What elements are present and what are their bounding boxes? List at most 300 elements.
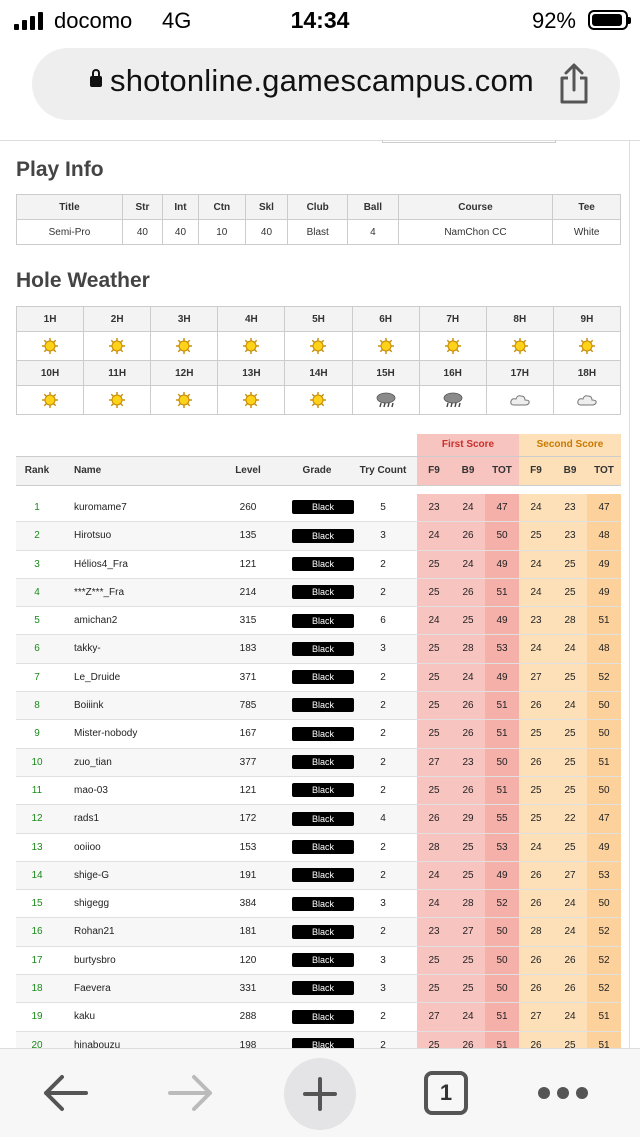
second-score-b9: 24 [553,1003,587,1030]
hole-label: 13H [218,361,285,386]
first-score-b9: 28 [451,890,485,917]
info-header-club: Club [288,195,348,220]
grade-badge: Black [292,585,354,599]
row-try: 2 [380,784,386,796]
row-rank: 12 [31,813,43,825]
hole-label: 6H [352,307,419,332]
first-score-b9: 24 [451,664,485,691]
second-score-f9: 28 [519,918,553,945]
first-score-b9: 26 [451,522,485,549]
divider [629,140,630,1048]
ranking-row[interactable] [16,692,621,720]
hole-label: 4H [218,307,285,332]
hole-weather-title: Hole Weather [16,269,150,292]
grade-badge: Black [292,897,354,911]
row-level: 198 [239,1039,257,1048]
col-second-b9[interactable]: B9 [553,457,587,485]
col-grade[interactable]: Grade [302,465,332,476]
row-name[interactable]: ***Z***_Fra [74,586,125,598]
second-score-b9: 25 [553,579,587,606]
row-try: 3 [380,898,386,910]
divider [382,140,556,143]
grade-badge: Black [292,500,354,514]
grade-badge: Black [292,981,354,995]
first-score-tot: 50 [485,918,519,945]
col-level[interactable]: Level [235,465,261,476]
carrier-name: docomo [54,8,133,33]
url-text[interactable]: shotonline.gamescampus.com [110,63,534,98]
row-grade [292,777,342,805]
hole-weather-cell [285,386,352,415]
row-name[interactable]: Rohan21 [74,926,115,938]
row-grade [292,522,342,550]
info-value-ctn: 10 [199,220,246,245]
second-score-tot: 51 [587,1003,621,1030]
hole-label: 1H [17,307,84,332]
row-name[interactable]: Boiiink [74,700,104,712]
row-try: 3 [380,983,386,995]
first-score-b9: 26 [451,777,485,804]
ranking-header [16,456,621,486]
second-score-f9: 26 [519,862,553,889]
second-score-tot: 49 [587,579,621,606]
first-score-b9: 24 [451,551,485,578]
second-score-b9: 23 [553,522,587,549]
battery-icon [588,10,628,30]
row-try: 2 [380,841,386,853]
row-name[interactable]: rads1 [74,813,100,825]
hole-weather-cell [419,386,486,415]
second-score-f9: 23 [519,607,553,634]
sunny-icon [442,337,464,355]
first-score-f9: 27 [417,749,451,776]
ranking-row[interactable] [16,1003,621,1031]
first-score-tot: 51 [485,579,519,606]
row-grade [292,607,342,635]
second-score-tot: 52 [587,947,621,974]
first-score-f9: 25 [417,975,451,1002]
col-first-f9[interactable]: F9 [417,457,451,485]
first-score-b9: 25 [451,862,485,889]
row-rank: 10 [31,756,43,768]
hole-label: 14H [285,361,352,386]
first-score-b9: 23 [451,749,485,776]
row-try: 2 [380,586,386,598]
new-tab-button[interactable] [284,1058,356,1130]
play-info-title: Play Info [16,158,104,181]
row-name[interactable]: hinabouzu [74,1039,121,1048]
address-bar[interactable] [32,48,620,120]
row-rank: 3 [34,558,40,570]
info-value-title: Semi-Pro [17,220,123,245]
second-score-tot: 47 [587,494,621,521]
first-score-f9: 25 [417,664,451,691]
first-score-b9: 27 [451,918,485,945]
row-try: 6 [380,615,386,627]
ranking-row[interactable] [16,749,621,777]
row-name[interactable]: Hélios4_Fra [74,558,128,570]
first-score-tot: 47 [485,494,519,521]
first-score-tot: 51 [485,720,519,747]
info-header-title: Title [17,195,123,220]
row-grade [292,834,342,862]
more-icon[interactable] [538,1087,588,1101]
row-level: 121 [239,558,257,570]
grade-badge: Black [292,727,354,741]
first-score-f9: 26 [417,805,451,832]
hole-weather-cell [151,386,218,415]
row-name[interactable]: Mister-nobody [74,728,138,740]
hole-label: 16H [419,361,486,386]
grade-badge: Black [292,1038,354,1048]
ranking-row[interactable] [16,777,621,805]
sunny-icon [509,337,531,355]
hole-label: 18H [553,361,620,386]
ranking-row[interactable] [16,522,621,550]
row-name[interactable]: mao-03 [74,784,108,796]
row-grade [292,890,342,918]
second-score-b9: 27 [553,862,587,889]
second-score-b9: 23 [553,494,587,521]
first-score-f9: 24 [417,607,451,634]
grade-badge: Black [292,925,354,939]
col-rank[interactable]: Rank [24,465,50,476]
first-score-tot: 49 [485,551,519,578]
row-rank: 8 [34,700,40,712]
second-score-tot: 51 [587,1032,621,1048]
row-try: 3 [380,954,386,966]
hole-label: 8H [486,307,553,332]
grade-badge: Black [292,670,354,684]
battery-percent: 92% [531,8,576,33]
row-grade [292,692,342,720]
second-score-b9: 24 [553,692,587,719]
row-rank: 19 [31,1011,43,1023]
row-level: 183 [239,643,257,655]
hole-label: 11H [84,361,151,386]
first-score-b9: 29 [451,805,485,832]
info-header-ball: Ball [348,195,399,220]
row-try: 2 [380,1011,386,1023]
sunny-icon [307,391,329,409]
first-score-f9: 24 [417,862,451,889]
row-try: 2 [380,728,386,740]
hole-label: 7H [419,307,486,332]
row-level: 785 [239,700,257,712]
hole-label: 5H [285,307,352,332]
hole-weather-cell [218,332,285,361]
sunny-icon [173,337,195,355]
sunny-icon [173,391,195,409]
row-rank: 17 [31,954,43,966]
hole-weather-cell [285,332,352,361]
info-value-str: 40 [122,220,162,245]
row-level: 214 [239,586,257,598]
back-arrow-icon[interactable] [40,1071,90,1115]
row-level: 371 [239,671,257,683]
row-level: 315 [239,615,257,627]
info-header-skl: Skl [245,195,288,220]
second-score-header: Second Score [519,434,621,456]
second-score-b9: 24 [553,918,587,945]
tab-count-button[interactable]: 1 [424,1071,468,1115]
second-score-b9: 26 [553,947,587,974]
ranking-list [16,494,621,1048]
row-rank: 7 [34,671,40,683]
ranking-row[interactable] [16,607,621,635]
first-score-tot: 52 [485,890,519,917]
ranking-row[interactable] [16,551,621,579]
first-score-tot: 51 [485,1032,519,1048]
second-score-f9: 27 [519,664,553,691]
first-score-tot: 55 [485,805,519,832]
hole-weather-cell [17,386,84,415]
row-try: 3 [380,643,386,655]
row-grade [292,918,342,946]
forward-arrow-icon[interactable] [166,1071,216,1115]
row-name[interactable]: ooiioo [74,841,101,853]
first-score-tot: 53 [485,635,519,662]
second-score-f9: 26 [519,749,553,776]
ranking-row[interactable] [16,494,621,522]
second-score-f9: 24 [519,551,553,578]
second-score-tot: 52 [587,918,621,945]
lock-icon [90,76,102,87]
info-header-ctn: Ctn [199,195,246,220]
row-try: 4 [380,813,386,825]
sunny-icon [240,391,262,409]
col-second-tot[interactable]: TOT [587,457,621,485]
hole-weather-cell [352,332,419,361]
row-level: 191 [239,869,257,881]
ranking-row[interactable] [16,579,621,607]
info-value-skl: 40 [245,220,288,245]
first-score-f9: 25 [417,1032,451,1048]
col-name[interactable]: Name [74,465,102,476]
first-score-tot: 51 [485,1003,519,1030]
hole-weather-cell [486,332,553,361]
row-grade [292,579,342,607]
hole-weather-cell [553,386,620,415]
row-grade [292,664,342,692]
first-score-f9: 25 [417,579,451,606]
second-score-f9: 25 [519,720,553,747]
cloudy-icon [576,391,598,409]
row-try: 2 [380,558,386,570]
row-grade [292,805,342,833]
ranking-row[interactable] [16,975,621,1003]
hole-weather-cell [84,332,151,361]
first-score-tot: 51 [485,692,519,719]
row-try: 2 [380,869,386,881]
col-try-count[interactable]: Try Count [359,465,407,476]
first-score-tot: 50 [485,975,519,1002]
second-score-b9: 25 [553,664,587,691]
first-score-f9: 25 [417,692,451,719]
grade-badge: Black [292,783,354,797]
row-level: 172 [239,813,257,825]
row-name[interactable]: Le_Druide [74,671,121,683]
first-score-f9: 24 [417,890,451,917]
first-score-tot: 50 [485,947,519,974]
share-icon[interactable] [556,62,592,106]
row-grade [292,635,342,663]
second-score-tot: 49 [587,834,621,861]
sunny-icon [576,337,598,355]
row-name[interactable]: Faevera [74,983,111,995]
second-score-b9: 25 [553,749,587,776]
info-value-int: 40 [162,220,198,245]
plus-icon [302,1076,338,1112]
ranking-row[interactable] [16,805,621,833]
hole-label: 10H [17,361,84,386]
row-grade [292,1003,342,1031]
second-score-tot: 51 [587,749,621,776]
first-score-tot: 51 [485,777,519,804]
grade-badge: Black [292,642,354,656]
sunny-icon [240,337,262,355]
ranking-row[interactable] [16,720,621,748]
second-score-f9: 24 [519,494,553,521]
info-header-int: Int [162,195,198,220]
hole-label: 17H [486,361,553,386]
row-grade [292,720,342,748]
row-level: 121 [239,784,257,796]
second-score-tot: 52 [587,975,621,1002]
grade-badge: Black [292,755,354,769]
first-score-header: First Score [417,434,519,456]
web-page [0,140,640,1048]
first-score-f9: 23 [417,918,451,945]
ranking-row[interactable] [16,834,621,862]
ranking-row[interactable] [16,862,621,890]
hole-label: 9H [553,307,620,332]
row-try: 5 [380,502,386,513]
grade-badge: Black [292,953,354,967]
second-score-b9: 25 [553,834,587,861]
ranking-row[interactable] [16,664,621,692]
first-score-f9: 23 [417,494,451,521]
row-rank: 6 [34,643,40,655]
row-rank: 5 [34,615,40,627]
row-try: 2 [380,756,386,768]
second-score-f9: 25 [519,777,553,804]
row-name[interactable]: shige-G [74,869,110,881]
sunny-icon [106,391,128,409]
first-score-f9: 25 [417,947,451,974]
hole-weather-cell [553,332,620,361]
row-level: 135 [239,530,257,542]
rain-icon [442,391,464,409]
clock: 14:34 [290,7,350,33]
grade-badge: Black [292,868,354,882]
second-score-tot: 53 [587,862,621,889]
row-name[interactable]: takky- [74,643,101,655]
hole-weather-cell [218,386,285,415]
browser-toolbar [0,1048,640,1137]
grade-badge: Black [292,1010,354,1024]
row-name[interactable]: zuo_tian [74,756,112,768]
col-second-f9[interactable]: F9 [519,457,553,485]
second-score-f9: 24 [519,579,553,606]
second-score-f9: 25 [519,522,553,549]
ranking-row[interactable] [16,918,621,946]
sunny-icon [39,391,61,409]
row-name[interactable]: burtysbro [74,954,116,966]
second-score-b9: 28 [553,607,587,634]
first-score-b9: 25 [451,975,485,1002]
hole-label: 12H [151,361,218,386]
first-score-b9: 25 [451,607,485,634]
row-level: 384 [239,898,257,910]
info-value-course: NamChon CC [398,220,553,245]
row-rank: 4 [34,586,40,598]
ranking-row[interactable] [16,947,621,975]
cloudy-icon [509,391,531,409]
first-score-f9: 25 [417,635,451,662]
hole-weather-cell [486,386,553,415]
first-score-b9: 28 [451,635,485,662]
first-score-tot: 49 [485,862,519,889]
second-score-f9: 25 [519,805,553,832]
sunny-icon [39,337,61,355]
ranking-row[interactable] [16,890,621,918]
row-rank: 16 [31,926,43,938]
row-try: 2 [380,926,386,938]
hole-weather-table [16,306,621,415]
ranking-row[interactable] [16,1032,621,1048]
row-rank: 9 [34,728,40,740]
row-name[interactable]: shigegg [74,898,110,910]
row-grade [292,749,342,777]
row-name[interactable]: kuromame7 [74,502,127,513]
second-score-f9: 26 [519,947,553,974]
row-grade [292,975,342,1003]
rain-icon [375,391,397,409]
first-score-tot: 50 [485,749,519,776]
row-name[interactable]: amichan2 [74,615,118,627]
col-first-tot[interactable]: TOT [485,457,519,485]
row-name[interactable]: kaku [74,1011,96,1023]
grade-badge: Black [292,614,354,628]
ranking-row[interactable] [16,635,621,663]
row-rank: 2 [34,530,40,542]
second-score-tot: 52 [587,664,621,691]
row-name[interactable]: Hirotsuo [74,530,112,542]
sunny-icon [106,337,128,355]
row-rank: 13 [31,841,43,853]
first-score-b9: 26 [451,720,485,747]
first-score-f9: 28 [417,834,451,861]
info-value-club: Blast [288,220,348,245]
second-score-b9: 25 [553,551,587,578]
second-score-tot: 48 [587,522,621,549]
row-level: 377 [239,756,257,768]
second-score-b9: 24 [553,890,587,917]
second-score-tot: 49 [587,551,621,578]
col-first-b9[interactable]: B9 [451,457,485,485]
grade-badge: Black [292,812,354,826]
hole-label: 2H [84,307,151,332]
second-score-f9: 26 [519,890,553,917]
first-score-tot: 49 [485,607,519,634]
info-header-str: Str [122,195,162,220]
info-header-course: Course [398,195,553,220]
second-score-tot: 50 [587,777,621,804]
sunny-icon [307,337,329,355]
second-score-f9: 24 [519,635,553,662]
first-score-f9: 25 [417,777,451,804]
